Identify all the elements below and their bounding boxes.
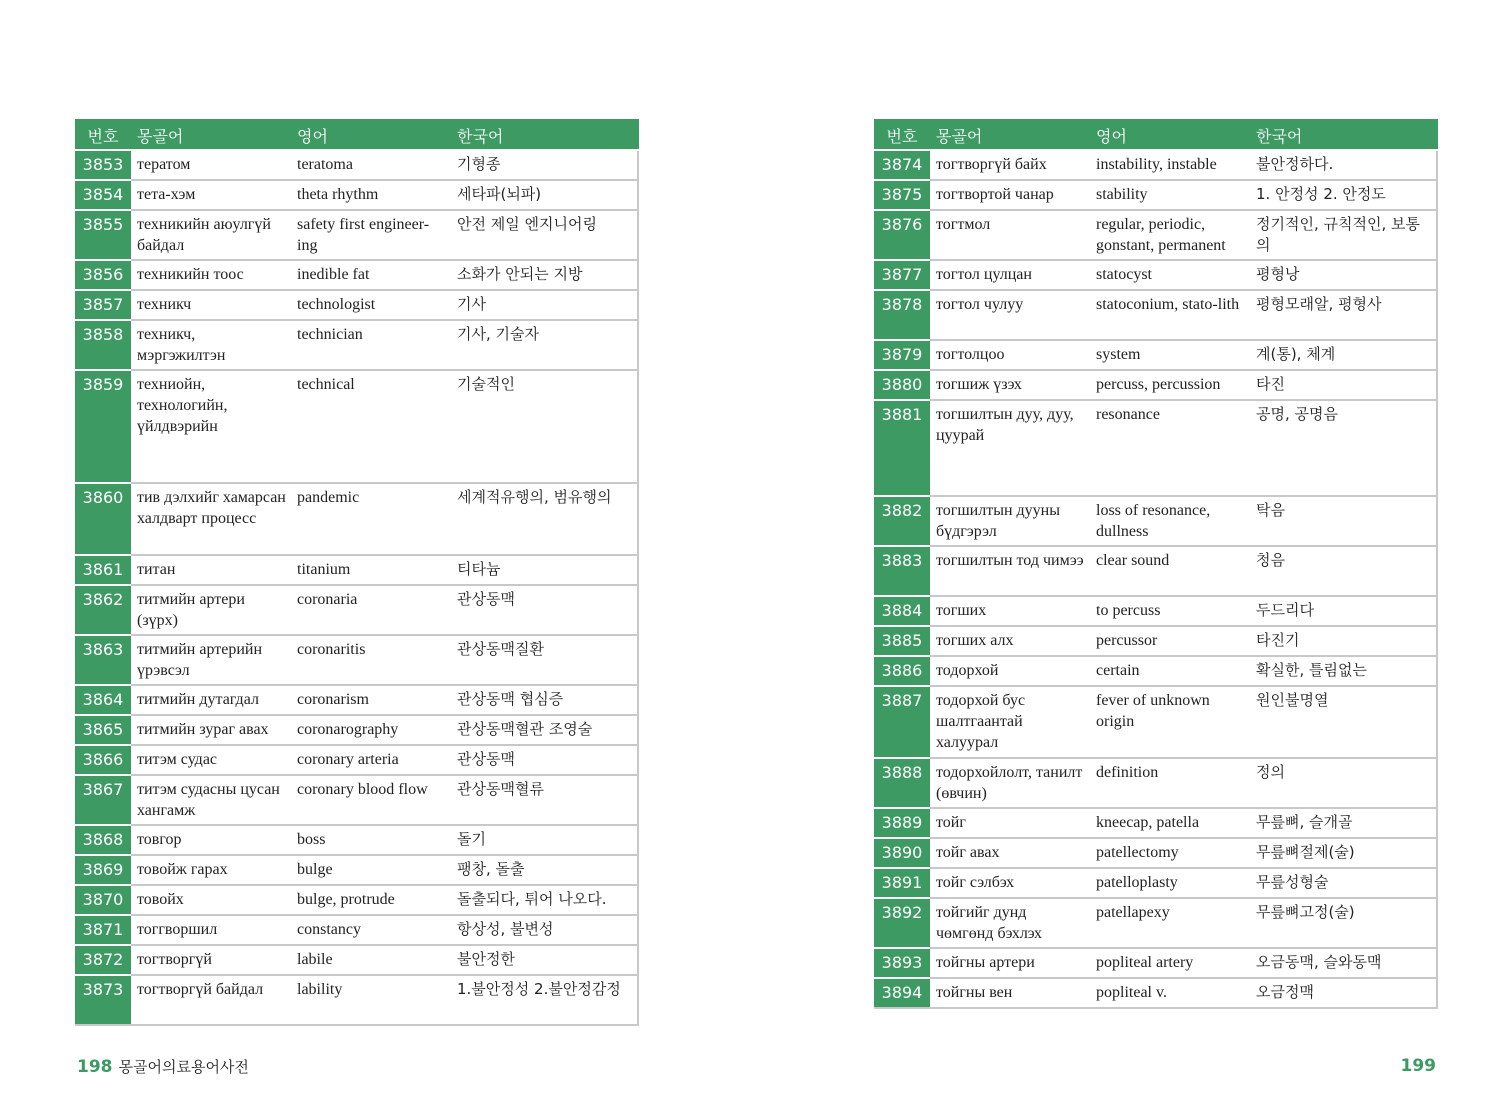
book-title: 몽골어의료용어사전 <box>118 1058 249 1076</box>
korean-term: 돌기 <box>451 825 638 855</box>
entry-number: 3882 <box>874 496 930 546</box>
table-row <box>75 483 638 555</box>
mongolian-term: тогтол чулуу <box>930 290 1090 340</box>
english-term: lability <box>291 975 451 1025</box>
korean-term: 타진기 <box>1250 626 1437 656</box>
table-row <box>75 260 638 290</box>
table-row <box>75 585 638 635</box>
entry-number: 3883 <box>874 546 930 596</box>
english-term: bulge, protrude <box>291 885 451 915</box>
header-english: 영어 <box>1090 120 1250 150</box>
mongolian-term: титмийн артерийн үрэвсэл <box>131 635 291 685</box>
header-korean: 한국어 <box>1250 120 1437 150</box>
korean-term: 관상동맥 <box>451 585 638 635</box>
entry-number: 3871 <box>75 915 131 945</box>
korean-term: 돌출되다, 튀어 나오다. <box>451 885 638 915</box>
entry-number: 3890 <box>874 838 930 868</box>
entry-number: 3867 <box>75 775 131 825</box>
mongolian-term: тойг сэлбэх <box>930 868 1090 898</box>
korean-term: 소화가 안되는 지방 <box>451 260 638 290</box>
mongolian-term: техникч, мэргэжилтэн <box>131 320 291 370</box>
page-number-right: 199 <box>1400 1056 1436 1076</box>
entry-number: 3874 <box>874 150 930 180</box>
table-row <box>874 808 1437 838</box>
english-term: patelloplasty <box>1090 868 1250 898</box>
korean-term: 무릎뼈고정(술) <box>1250 898 1437 948</box>
entry-number: 3866 <box>75 745 131 775</box>
entry-number: 3887 <box>874 686 930 758</box>
entry-number: 3863 <box>75 635 131 685</box>
english-term: boss <box>291 825 451 855</box>
entry-number: 3859 <box>75 370 131 483</box>
table-row <box>75 825 638 855</box>
table-row <box>874 340 1437 370</box>
korean-term: 평형낭 <box>1250 260 1437 290</box>
korean-term: 정의 <box>1250 758 1437 808</box>
dictionary-table-left <box>75 119 639 1026</box>
english-term: clear sound <box>1090 546 1250 596</box>
mongolian-term: титмийн дутагдал <box>131 685 291 715</box>
mongolian-term: тогтворгүй байх <box>930 150 1090 180</box>
table-row <box>75 715 638 745</box>
english-term: popliteal v. <box>1090 978 1250 1008</box>
entry-number: 3865 <box>75 715 131 745</box>
mongolian-term: техникийн аюулгүй байдал <box>131 210 291 260</box>
table-row <box>874 868 1437 898</box>
english-term: technical <box>291 370 451 483</box>
entry-number: 3886 <box>874 656 930 686</box>
english-term: statoconium, stato-lith <box>1090 290 1250 340</box>
mongolian-term: титэм судасны цусан хангамж <box>131 775 291 825</box>
english-term: technician <box>291 320 451 370</box>
entry-number: 3853 <box>75 150 131 180</box>
english-term: percuss, percussion <box>1090 370 1250 400</box>
table-row <box>874 898 1437 948</box>
korean-term: 티타늄 <box>451 555 638 585</box>
mongolian-term: техникийн тоос <box>131 260 291 290</box>
mongolian-term: тогшилтын дууны бүдгэрэл <box>930 496 1090 546</box>
korean-term: 확실한, 틀림없는 <box>1250 656 1437 686</box>
mongolian-term: товгор <box>131 825 291 855</box>
entry-number: 3892 <box>874 898 930 948</box>
table-row <box>874 838 1437 868</box>
korean-term: 타진 <box>1250 370 1437 400</box>
mongolian-term: тогтолцоо <box>930 340 1090 370</box>
korean-term: 관상동맥혈류 <box>451 775 638 825</box>
english-term: certain <box>1090 656 1250 686</box>
korean-term: 팽창, 돌출 <box>451 855 638 885</box>
english-term: instability, instable <box>1090 150 1250 180</box>
korean-term: 세계적유행의, 범유행의 <box>451 483 638 555</box>
english-term: technologist <box>291 290 451 320</box>
entry-number: 3881 <box>874 400 930 496</box>
english-term: coronarism <box>291 685 451 715</box>
korean-term: 오금동맥, 슬와동맥 <box>1250 948 1437 978</box>
table-row <box>874 686 1437 758</box>
table-row <box>75 685 638 715</box>
header-korean: 한국어 <box>451 120 638 150</box>
header-number: 번호 <box>75 120 131 150</box>
english-term: patellapexy <box>1090 898 1250 948</box>
english-term: fever of unknown origin <box>1090 686 1250 758</box>
table-row <box>75 885 638 915</box>
entry-number: 3877 <box>874 260 930 290</box>
english-term: bulge <box>291 855 451 885</box>
table-row <box>75 290 638 320</box>
mongolian-term: тогших <box>930 596 1090 626</box>
entry-number: 3878 <box>874 290 930 340</box>
table-row <box>75 745 638 775</box>
mongolian-term: тойгны вен <box>930 978 1090 1008</box>
table-row <box>75 150 638 180</box>
table-row <box>874 290 1437 340</box>
mongolian-term: тойгны артери <box>930 948 1090 978</box>
table-row <box>75 555 638 585</box>
entry-number: 3858 <box>75 320 131 370</box>
entry-number: 3884 <box>874 596 930 626</box>
page-number-left: 198 <box>77 1057 113 1077</box>
table-row <box>874 626 1437 656</box>
mongolian-term: тодорхой <box>930 656 1090 686</box>
mongolian-term: тойг авах <box>930 838 1090 868</box>
korean-term: 불안정하다. <box>1250 150 1437 180</box>
table-row <box>874 260 1437 290</box>
korean-term: 관상동맥질환 <box>451 635 638 685</box>
table-row <box>75 915 638 945</box>
korean-term: 관상동맥 <box>451 745 638 775</box>
entry-number: 3868 <box>75 825 131 855</box>
korean-term: 두드리다 <box>1250 596 1437 626</box>
table-row <box>874 210 1437 260</box>
korean-term: 계(통), 체계 <box>1250 340 1437 370</box>
korean-term: 불안정한 <box>451 945 638 975</box>
english-term: system <box>1090 340 1250 370</box>
english-term: coronary arteria <box>291 745 451 775</box>
table-row <box>75 210 638 260</box>
mongolian-term: тогтворгүй байдал <box>131 975 291 1025</box>
table-header-row <box>75 120 638 150</box>
english-term: inedible fat <box>291 260 451 290</box>
english-term: statocyst <box>1090 260 1250 290</box>
table-row <box>874 496 1437 546</box>
table-row <box>75 975 638 1025</box>
entry-number: 3876 <box>874 210 930 260</box>
english-term: to percuss <box>1090 596 1250 626</box>
english-term: regular, periodic, gonstant, permanent <box>1090 210 1250 260</box>
korean-term: 공명, 공명음 <box>1250 400 1437 496</box>
english-term: constancy <box>291 915 451 945</box>
korean-term: 1.불안정성 2.불안정감정 <box>451 975 638 1025</box>
english-term: safety first engineer-ing <box>291 210 451 260</box>
table-row <box>874 370 1437 400</box>
table-row <box>75 370 638 483</box>
mongolian-term: тогшилтын тод чимээ <box>930 546 1090 596</box>
korean-term: 안전 제일 엔지니어링 <box>451 210 638 260</box>
entry-number: 3869 <box>75 855 131 885</box>
header-mongolian: 몽골어 <box>131 120 291 150</box>
entry-number: 3870 <box>75 885 131 915</box>
footer-left <box>77 1056 249 1077</box>
table-row <box>874 150 1437 180</box>
korean-term: 무릎뼈, 슬개골 <box>1250 808 1437 838</box>
korean-term: 청음 <box>1250 546 1437 596</box>
korean-term: 무릎성형술 <box>1250 868 1437 898</box>
english-term: coronarography <box>291 715 451 745</box>
korean-term: 기술적인 <box>451 370 638 483</box>
english-term: coronaritis <box>291 635 451 685</box>
mongolian-term: товойх <box>131 885 291 915</box>
table-row <box>874 180 1437 210</box>
table-row <box>874 400 1437 496</box>
english-term: theta rhythm <box>291 180 451 210</box>
korean-term: 기사, 기술자 <box>451 320 638 370</box>
entry-number: 3864 <box>75 685 131 715</box>
entry-number: 3862 <box>75 585 131 635</box>
table-row <box>75 945 638 975</box>
table-row <box>75 635 638 685</box>
entry-number: 3872 <box>75 945 131 975</box>
mongolian-term: титмийн артери (зүрх) <box>131 585 291 635</box>
table-row <box>75 320 638 370</box>
english-term: teratoma <box>291 150 451 180</box>
table-row <box>874 948 1437 978</box>
entry-number: 3875 <box>874 180 930 210</box>
english-term: loss of resonance, dullness <box>1090 496 1250 546</box>
mongolian-term: техникч <box>131 290 291 320</box>
table-row <box>874 546 1437 596</box>
korean-term: 관상동맥혈관 조영술 <box>451 715 638 745</box>
mongolian-term: тогтворгүй <box>131 945 291 975</box>
mongolian-term: тогшиж үзэх <box>930 370 1090 400</box>
english-term: coronaria <box>291 585 451 635</box>
entry-number: 3891 <box>874 868 930 898</box>
mongolian-term: тоггворшил <box>131 915 291 945</box>
english-term: patellectomy <box>1090 838 1250 868</box>
korean-term: 세타파(뇌파) <box>451 180 638 210</box>
mongolian-term: титмийн зураг авах <box>131 715 291 745</box>
english-term: pandemic <box>291 483 451 555</box>
header-number: 번호 <box>874 120 930 150</box>
english-term: coronary blood flow <box>291 775 451 825</box>
header-mongolian: 몽골어 <box>930 120 1090 150</box>
korean-term: 관상동맥 협심증 <box>451 685 638 715</box>
mongolian-term: тив дэлхийг хамарсан халдварт процесс <box>131 483 291 555</box>
mongolian-term: тогтвортой чанар <box>930 180 1090 210</box>
entry-number: 3861 <box>75 555 131 585</box>
table-row <box>874 758 1437 808</box>
mongolian-term: тогтмол <box>930 210 1090 260</box>
english-term: resonance <box>1090 400 1250 496</box>
korean-term: 1. 안정성 2. 안정도 <box>1250 180 1437 210</box>
mongolian-term: тогтол цулцан <box>930 260 1090 290</box>
mongolian-term: тератом <box>131 150 291 180</box>
english-term: percussor <box>1090 626 1250 656</box>
entry-number: 3873 <box>75 975 131 1025</box>
table-row <box>75 180 638 210</box>
mongolian-term: титэм судас <box>131 745 291 775</box>
korean-term: 오금정맥 <box>1250 978 1437 1008</box>
table-row <box>75 775 638 825</box>
english-term: stability <box>1090 180 1250 210</box>
korean-term: 기형종 <box>451 150 638 180</box>
mongolian-term: товойж гарах <box>131 855 291 885</box>
entry-number: 3855 <box>75 210 131 260</box>
entry-number: 3856 <box>75 260 131 290</box>
entry-number: 3860 <box>75 483 131 555</box>
korean-term: 무릎뼈절제(술) <box>1250 838 1437 868</box>
entry-number: 3894 <box>874 978 930 1008</box>
entry-number: 3879 <box>874 340 930 370</box>
korean-term: 항상성, 불변성 <box>451 915 638 945</box>
mongolian-term: тогшилтын дуу, дуу, цуурай <box>930 400 1090 496</box>
mongolian-term: тета-хэм <box>131 180 291 210</box>
english-term: definition <box>1090 758 1250 808</box>
entry-number: 3889 <box>874 808 930 838</box>
english-term: titanium <box>291 555 451 585</box>
dictionary-table-right <box>874 119 1438 1009</box>
table-row <box>874 596 1437 626</box>
mongolian-term: тойгийг дунд чөмгөнд бэхлэх <box>930 898 1090 948</box>
korean-term: 원인불명열 <box>1250 686 1437 758</box>
entry-number: 3888 <box>874 758 930 808</box>
entry-number: 3880 <box>874 370 930 400</box>
mongolian-term: титан <box>131 555 291 585</box>
mongolian-term: техниойн, технологийн, үйлдвэрийн <box>131 370 291 483</box>
mongolian-term: тодорхойлолт, танилт (өвчин) <box>930 758 1090 808</box>
korean-term: 기사 <box>451 290 638 320</box>
english-term: labile <box>291 945 451 975</box>
korean-term: 정기적인, 규칙적인, 보통의 <box>1250 210 1437 260</box>
entry-number: 3885 <box>874 626 930 656</box>
entry-number: 3854 <box>75 180 131 210</box>
mongolian-term: тойг <box>930 808 1090 838</box>
korean-term: 평형모래알, 평형사 <box>1250 290 1437 340</box>
entry-number: 3857 <box>75 290 131 320</box>
english-term: kneecap, patella <box>1090 808 1250 838</box>
korean-term: 탁음 <box>1250 496 1437 546</box>
table-row <box>874 656 1437 686</box>
table-row <box>874 978 1437 1008</box>
mongolian-term: тогших алх <box>930 626 1090 656</box>
header-english: 영어 <box>291 120 451 150</box>
mongolian-term: тодорхой бус шалтгаантай халуурал <box>930 686 1090 758</box>
english-term: popliteal artery <box>1090 948 1250 978</box>
table-header-row <box>874 120 1437 150</box>
table-row <box>75 855 638 885</box>
entry-number: 3893 <box>874 948 930 978</box>
